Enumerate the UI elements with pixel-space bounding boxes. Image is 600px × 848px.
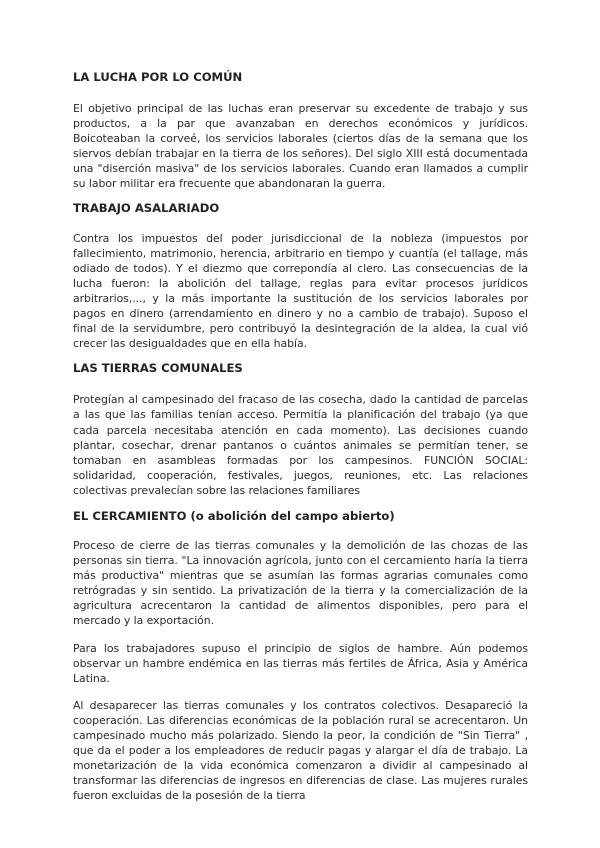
section-paragraph: Para los trabajadores supuso el principio de siglos de hambre. Aún podemos observar un hambre endémica en las tierras más fertiles de África, Asia y América Latina. — [73, 641, 528, 685]
section-heading-tierras-comunales: LAS TIERRAS COMUNALES — [73, 361, 243, 376]
section-heading-trabajo-asalariado: TRABAJO ASALARIADO — [73, 200, 220, 215]
section-paragraph: El objetivo principal de las luchas eran preservar su excedente de trabajo y sus productos, a la par que avanzaban en derechos económicos y jurídicos. Boicoteaban la corveé, los servicios laborales (ciertos días de la semana que los siervos debían trabajar en la tierra de los señores). Del siglo XIII está documentada una "diserción masiva" de los servicios laborales. Cuando eran llamados a cumplir su labor militar era frecuente que abandonaran la guerra. — [73, 102, 528, 191]
section-paragraph: Contra los impuestos del poder jurisdiccional de la nobleza (impuestos por fallecimiento, matrimonio, herencia, arbitrario en tiempo y cuantía (el tallage, más odiado de todos). Y el diezmo que correpondía al clero. Las consecuencias de la lucha fueron: la abolición del tallage, reglas para evitar procesos jurídicos arbitrarios,..., y la más importante la sustitución de los servicios laborales por pagos en dinero (arrendamiento en dinero y no a cambio de trabajo). Suposo el final de la servidumbre, pero contribuyó la desintegración de la aldea, la cual vió crecer las desigualdades que en ella había. — [73, 231, 528, 351]
section-paragraph: Protegían al campesinado del fracaso de las cosecha, dado la cantidad de parcelas a las que las familias tenían acceso. Permitía la planificación del trabajo (ya que cada parcela necesitaba atención en cada momento). Las decisiones cuando plantar, cosechar, drenar pantanos o cuántos animales se permitían tener, se tomaban en asambleas formadas por los campesinos. FUNCIÓN SOCIAL: solidaridad, cooperación, festivales, juegos, reuniones, etc. Las relaciones colectivas prevalecían sobre las relaciones familiares — [73, 393, 528, 497]
section-paragraph: Proceso de cierre de las tierras comunales y la demolición de las chozas de las personas sin tierra. "La innovación agrícola, junto con el cercamiento haría la tierra más productiva" mientras que se asumían las formas agrarias comunales como retrógradas y sin sentido. La privatización de la tierra y la comercialización de la agricultura acrecentaron la cantidad de alimentos disponibles, pero para el mercado y la exportación. — [73, 538, 528, 628]
section-heading-el-cercamiento: EL CERCAMIENTO (o abolición del campo abierto) — [73, 508, 395, 523]
section-paragraph: Al desaparecer las tierras comunales y los contratos colectivos. Desapareció la cooperación. Las diferencias económicas de la población rural se acrecentaron. Un campesinado mucho más polarizado. Siendo la peor, la condición de "Sin Tierra" , que da el poder a los empleadores de reducir pagas y alargar el día de trabajo. La monetarización de la vida económica comenzaron a dividir al campesinado al transformar las diferencias de ingresos en diferencias de clase. Las mujeres rurales fueron excluidas de la posesión de la tierra — [73, 698, 528, 803]
section-heading-lucha-por-lo-comun: LA LUCHA POR LO COMÚN — [73, 70, 243, 84]
